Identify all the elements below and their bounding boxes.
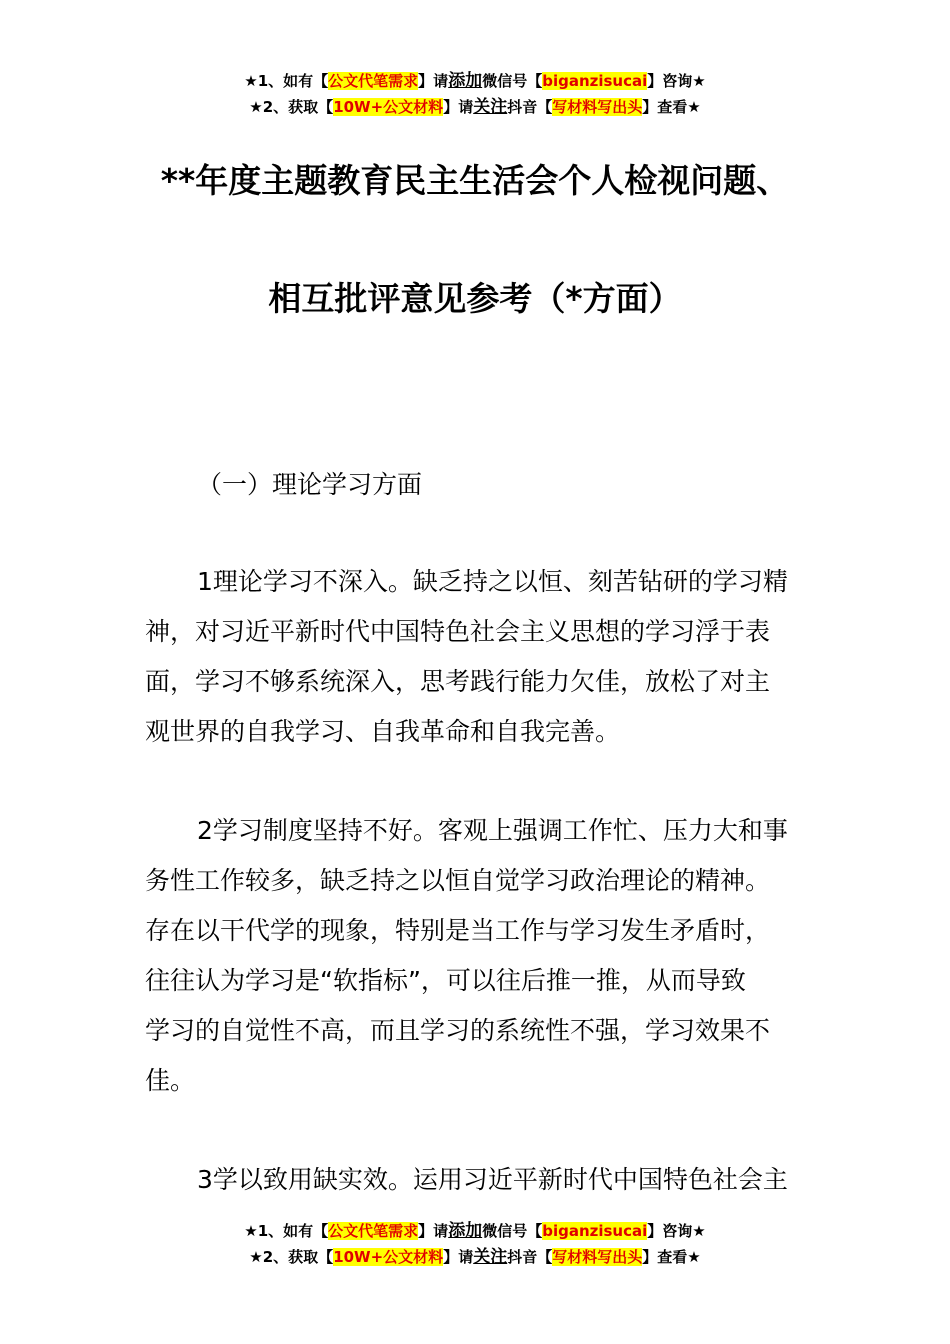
highlight-materials: 10W+公文材料 <box>333 1248 444 1266</box>
highlight-wechat: biganzisucai <box>542 1222 648 1240</box>
highlight-wechat: biganzisucai <box>542 72 648 90</box>
banner-line-2: ★2、获取【10W+公文材料】请关注抖音【写材料写出头】查看★ <box>249 97 701 117</box>
paragraph-3: 3学以致用缺实效。运用习近平新时代中国特色社会主 <box>197 1165 788 1194</box>
banner-line-1: ★1、如有【公文代笔需求】请添加微信号【biganzisucai】咨询★ <box>244 1221 706 1241</box>
document-title-line-1: **年度主题教育民主生活会个人检视问题、 <box>160 161 790 200</box>
banner-line-1: ★1、如有【公文代笔需求】请添加微信号【biganzisucai】咨询★ <box>244 71 706 91</box>
highlight-douyin: 写材料写出头 <box>552 98 643 116</box>
section-heading: （一）理论学习方面 <box>197 470 423 499</box>
document-title-line-2: 相互批评意见参考（*方面） <box>268 279 682 318</box>
highlight-service: 公文代笔需求 <box>328 1222 419 1240</box>
highlight-service: 公文代笔需求 <box>328 72 419 90</box>
highlight-douyin: 写材料写出头 <box>552 1248 643 1266</box>
top-banner <box>0 68 950 120</box>
banner-line-2: ★2、获取【10W+公文材料】请关注抖音【写材料写出头】查看★ <box>249 1247 701 1267</box>
highlight-materials: 10W+公文材料 <box>333 98 444 116</box>
paragraph-1: 1理论学习不深入。缺乏持之以恒、刻苦钻研的学习精 神，对习近平新时代中国特色社会主义思想的学习浮于表 面，学习不够系统深入，思考践行能力欠佳，放松了对主 观世界的自我学习、自我革命和自我完善。 <box>145 567 788 746</box>
paragraph-2: 2学习制度坚持不好。客观上强调工作忙、压力大和事 务性工作较多，缺乏持之以恒自觉学习政治理论的精神。 存在以干代学的现象，特别是当工作与学习发生矛盾时， 往往认为学习是“软指标”，可以往后推一推，从而导致 学习的自觉性不高，而且学习的系统性不强，学习效果不 佳。 <box>145 816 788 1095</box>
bottom-banner <box>0 1218 950 1270</box>
